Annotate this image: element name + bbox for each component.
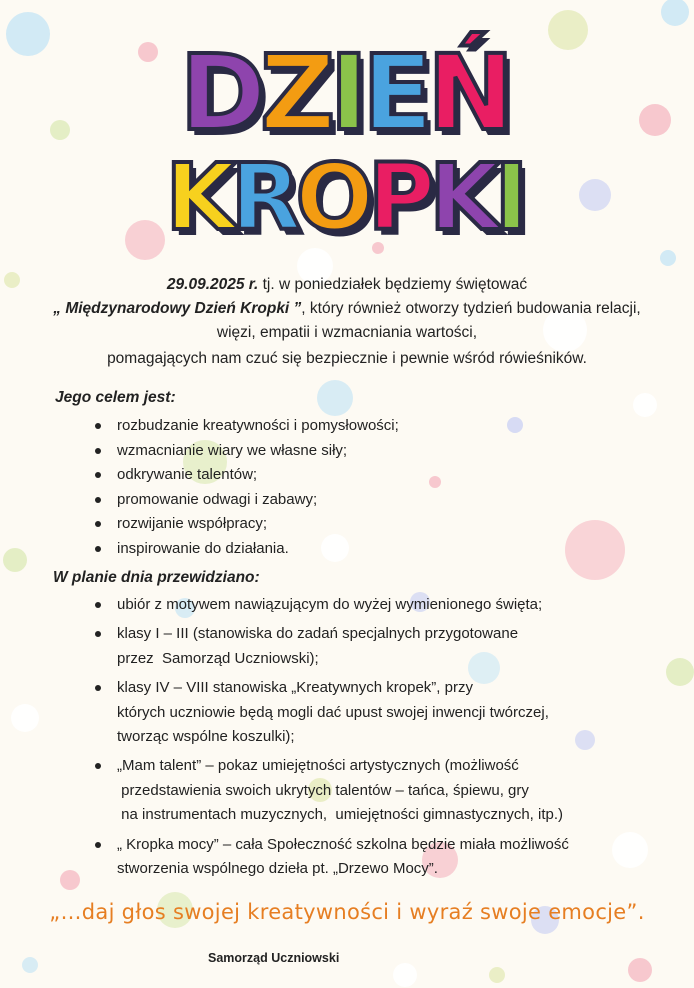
title-line-1	[0, 32, 694, 154]
title-line-2	[0, 144, 694, 251]
title-letter: Ń	[427, 32, 515, 154]
list-item-line: na instrumentach muzycznych, umiejętności gimnastycznych, itp.)	[117, 806, 564, 824]
list-item-line: przedstawienia swoich ukrytych talentów – tańca, śpiewu, gry	[117, 781, 529, 799]
list-item-line: „ Kropka mocy” – cała Społeczność szkolna będzie miała możliwość	[117, 835, 569, 853]
slogan: „…daj głos swojej kreatywności i wyraź swoje emocje”.	[49, 900, 645, 924]
list-item: promowanie odwagi i zabawy;	[93, 488, 399, 513]
title-letter: K	[165, 144, 237, 251]
list-item-line: stworzenia wspólnego dzieła pt. „Drzewo Mocy”.	[117, 860, 438, 878]
list-item-line: ubiór z motywem nawiązującym do wyżej wymienionego święta;	[117, 596, 543, 613]
intro-text: , który również otworzy tydzień budowania relacji,	[301, 300, 641, 317]
list-item	[93, 754, 569, 827]
title-letter: R	[230, 144, 302, 251]
title-letter: Z	[260, 32, 336, 154]
list-item	[93, 622, 569, 671]
title-letter: E	[362, 32, 434, 154]
title-letter: I	[329, 32, 369, 154]
list-item: odkrywanie talentów;	[93, 463, 399, 488]
list-item-line: przez Samorząd Uczniowski);	[117, 649, 319, 667]
intro-line-3: więzi, empatii i wzmacniania wartości,	[216, 324, 478, 341]
list-item: inspirowanie do działania.	[93, 537, 399, 562]
event-date: 29.09.2025 r.	[166, 276, 259, 293]
signature: Samorząd Uczniowski	[208, 951, 340, 965]
list-item-line: klasy IV – VIII stanowiska „Kreatywnych kropek”, przy	[117, 679, 473, 697]
list-item-line: których uczniowie będą mogli dać upust swojej inwencji twórczej,	[117, 703, 549, 721]
list-item: rozwijanie współpracy;	[93, 512, 399, 537]
list-item	[93, 593, 569, 617]
goals-heading: Jego celem jest:	[55, 389, 176, 406]
list-item-line: klasy I – III (stanowiska do zadań specjalnych przygotowane	[117, 625, 519, 643]
event-name: „ Międzynarodowy Dzień Kropki ”	[53, 300, 302, 317]
list-item-line: tworząc wspólne koszulki);	[117, 728, 295, 746]
plan-heading: W planie dnia przewidziano:	[53, 569, 260, 586]
intro-line-2	[0, 300, 694, 318]
title-letter: K	[429, 144, 501, 251]
title-letter: O	[295, 144, 374, 251]
intro-line-4: pomagających nam czuć się bezpiecznie i pewnie wśród rówieśników.	[107, 350, 587, 367]
list-item-line: „Mam talent” – pokaz umiejętności artystycznych (możliwość	[117, 757, 519, 775]
intro-line-1	[0, 276, 694, 294]
list-item: rozbudzanie kreatywności i pomysłowości;	[93, 414, 399, 439]
list-item: wzmacnianie wiary we własne siły;	[93, 439, 399, 464]
list-item	[93, 833, 569, 882]
title-letter: I	[494, 144, 529, 251]
list-item	[93, 676, 569, 749]
plan-list	[93, 593, 569, 886]
goals-list	[93, 414, 399, 561]
title-letter: P	[367, 144, 436, 251]
intro-text: tj. w poniedziałek będziemy świętować	[258, 276, 528, 293]
title-letter: D	[179, 32, 267, 154]
